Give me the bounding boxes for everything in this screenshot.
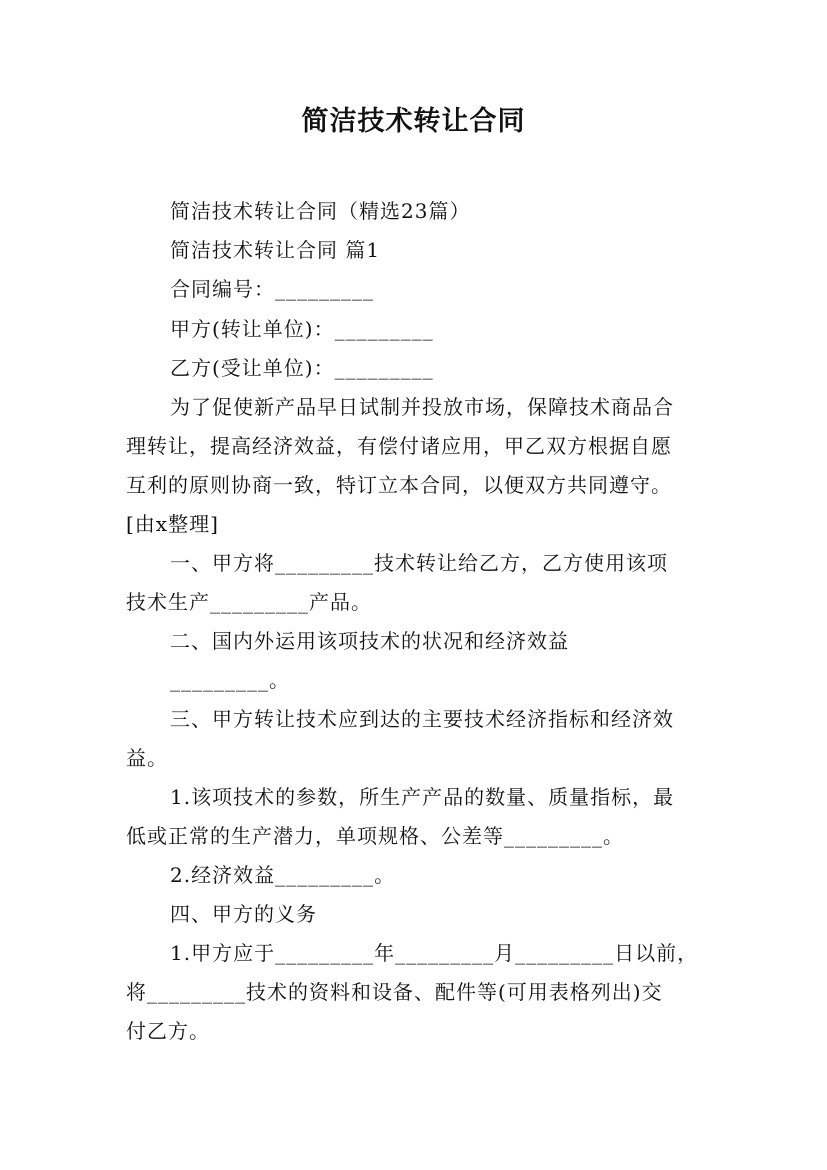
document-title: 简洁技术转让合同 xyxy=(301,106,526,137)
clause-1-line: 技术生产_________产品。 xyxy=(126,590,372,614)
paragraph-line: 为了促使新产品早日试制并投放市场，保障技术商品合 xyxy=(170,395,674,419)
clause-1-line: 一、甲方将_________技术转让给乙方，乙方使用该项 xyxy=(170,551,668,575)
clause-3-item-1-line: 低或正常的生产潜力，单项规格、公差等_________。 xyxy=(126,824,624,848)
section-heading: 简洁技术转让合同 篇1 xyxy=(170,238,381,262)
subtitle-line: 简洁技术转让合同（精选23篇） xyxy=(170,199,471,223)
clause-3-line: 三、甲方转让技术应到达的主要技术经济指标和经济效 xyxy=(170,707,674,731)
clause-3-item-2-line: 2.经济效益_________。 xyxy=(170,863,396,887)
clause-4-item-1-line: 将_________技术的资料和设备、配件等(可用表格列出)交 xyxy=(126,980,663,1004)
clause-4-heading: 四、甲方的义务 xyxy=(170,902,317,926)
source-note: [由x整理] xyxy=(126,512,219,536)
paragraph-line: 理转让，提高经济效益，有偿付诸应用，甲乙双方根据自愿 xyxy=(126,434,672,458)
clause-2-line: _________。 xyxy=(170,668,290,692)
clause-4-item-1-line: 1.甲方应于_________年_________月_________日以前， xyxy=(170,941,699,965)
paragraph-line: 互利的原则协商一致，特订立本合同，以便双方共同遵守。 xyxy=(126,473,672,497)
party-b-line: 乙方(受让单位)：_________ xyxy=(170,356,434,380)
clause-3-line: 益。 xyxy=(126,746,168,770)
clause-4-item-1-line: 付乙方。 xyxy=(126,1019,210,1043)
party-a-line: 甲方(转让单位)：_________ xyxy=(170,317,434,341)
clause-2-line: 二、国内外运用该项技术的状况和经济效益 xyxy=(170,629,569,653)
contract-number-line: 合同编号：_________ xyxy=(170,277,374,301)
clause-3-item-1-line: 1.该项技术的参数，所生产产品的数量、质量指标，最 xyxy=(170,785,675,809)
